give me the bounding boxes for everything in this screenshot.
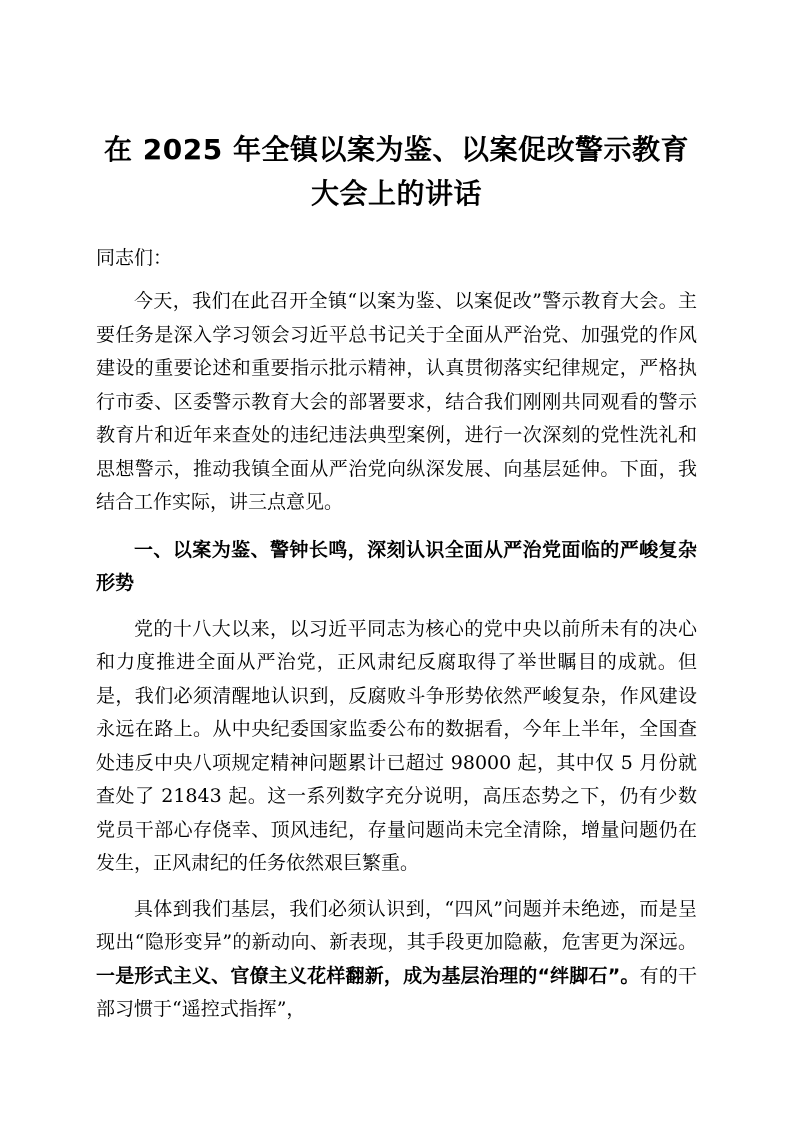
- salutation: 同志们：: [96, 247, 173, 269]
- paragraph-section1-2: [96, 893, 697, 1027]
- page-title: 在 2025 年全镇以案为鉴、以案促改警示教育大会上的讲话: [104, 133, 689, 210]
- section-heading-1: 一、以案为鉴、警钟长鸣，深刻认识全面从严治党面临的严峻复杂形势: [96, 538, 697, 594]
- text-segment-plain-1: 具体到我们基层，我们必须认识到，“四风”问题并未绝迹，而是呈现出“隐形变异”的新动向、新表现，其手段更加隐蔽，危害更为深远。: [96, 897, 697, 953]
- text-segment-plain-2: 有的干部习惯于“遥控式指挥”，: [96, 964, 697, 1020]
- paragraph-intro: 今天，我们在此召开全镇“以案为鉴、以案促改”警示教育大会。主要任务是深入学习领会习近平总书记关于全面从严治党、加强党的作风建设的重要论述和重要指示批示精神，认真贯彻落实纪律规定，严格执行市委、区委警示教育大会的部署要求，结合我们刚刚共同观看的警示教育片和近年来查处的违纪违法典型案例，进行一次深刻的党性洗礼和思想警示，推动我镇全面从严治党向纵深发展、向基层延伸。下面，我结合工作实际，讲三点意见。: [96, 290, 697, 513]
- text-segment-bold-1: 一是形式主义、官僚主义花样翻新，成为基层治理的“绊脚石”。: [96, 964, 640, 987]
- paragraph-section1-1: 党的十八大以来，以习近平同志为核心的党中央以前所未有的决心和力度推进全面从严治党，正风肃纪反腐取得了举世瞩目的成就。但是，我们必须清醒地认识到，反腐败斗争形势依然严峻复杂，作风建设永远在路上。从中央纪委国家监委公布的数据看，今年上半年，全国查处违反中央八项规定精神问题累计已超过 98000 起，其中仅 5 月份就查处了 21843 起。这一系列数字充分说明，高压态势之下，仍有少数党员干部心存侥幸、顶风违纪，存量问题尚未完全清除，增量问题仍在发生，正风肃纪的任务依然艰巨繁重。: [96, 617, 697, 874]
